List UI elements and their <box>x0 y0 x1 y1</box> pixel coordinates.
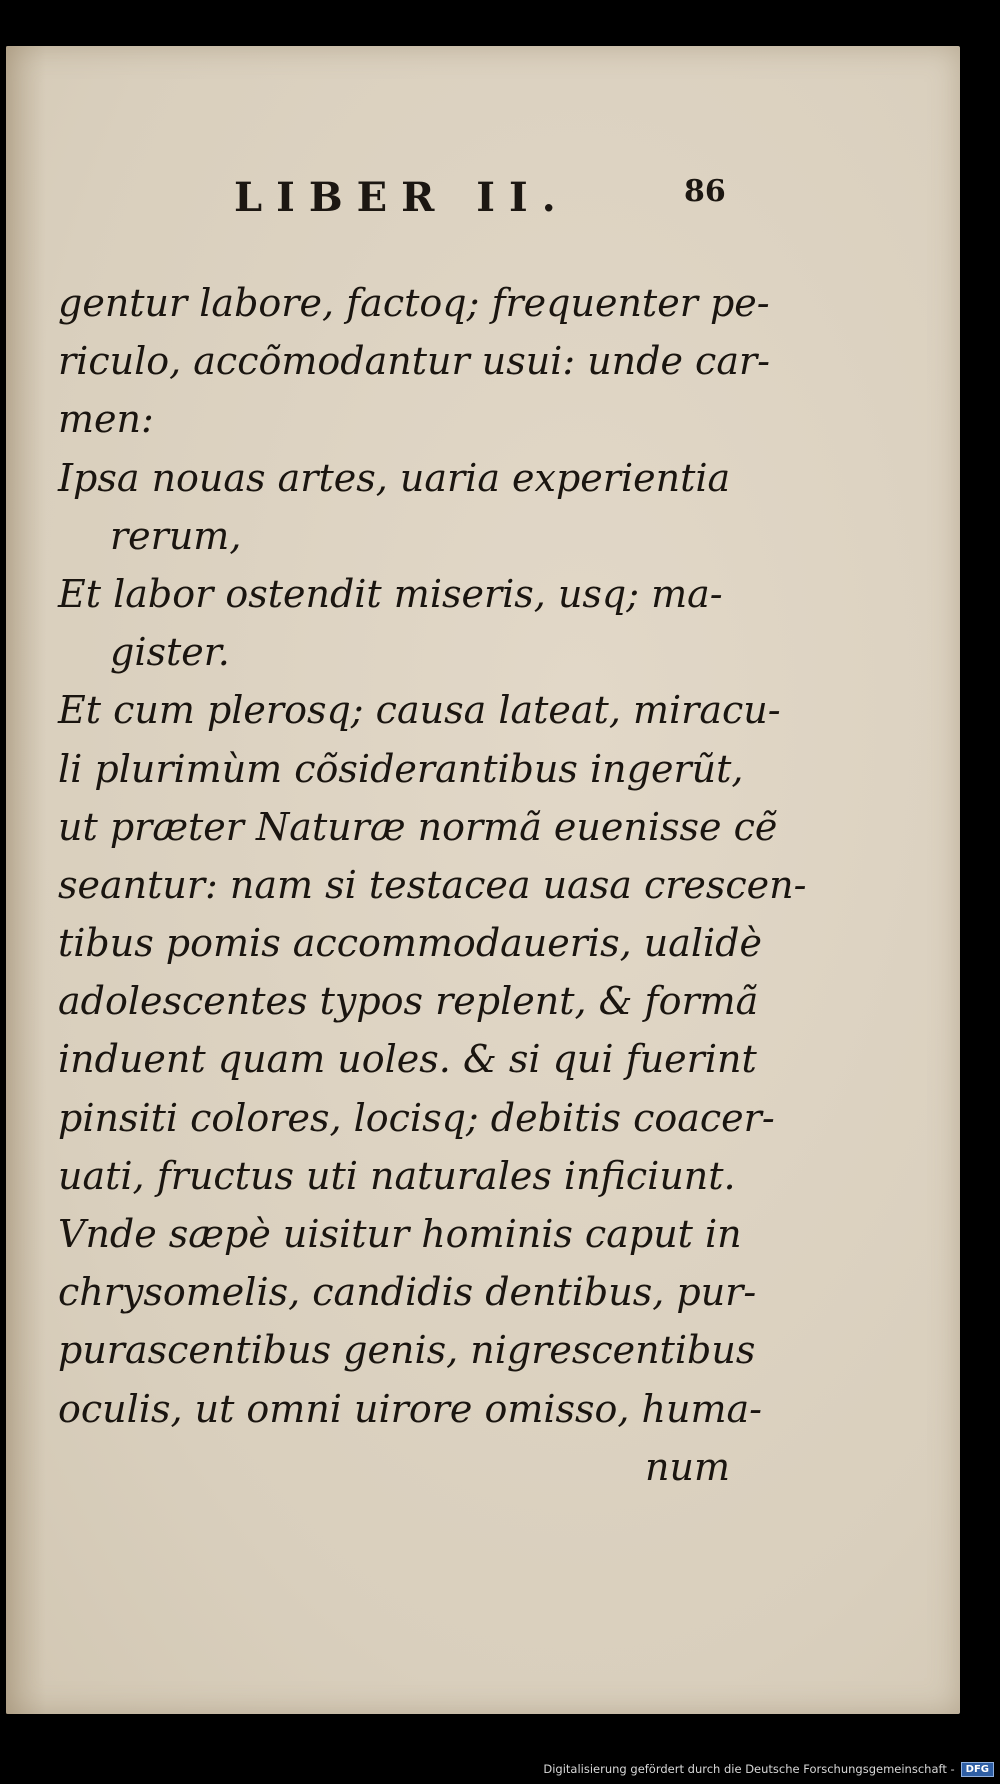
text-line: induent quam uoles. & si qui fuerint <box>58 1037 757 1082</box>
text-line: li plurimùm cõsiderantibus ingerũt, <box>58 746 744 791</box>
digitization-credit <box>543 1758 994 1780</box>
text-line: adolescentes typos replent, & formã <box>58 979 759 1024</box>
text-line: oculis, ut omni uirore omisso, huma- <box>58 1386 763 1431</box>
text-line: chrysomelis, candidis dentibus, pur- <box>58 1270 757 1315</box>
verse-line: rerum, <box>110 513 242 558</box>
text-line: pinsiti colores, locisq; debitis coacer- <box>58 1095 775 1140</box>
text-line: riculo, accõmodantur usui: unde car- <box>58 339 770 384</box>
book-page <box>6 46 960 1714</box>
text-line: tibus pomis accommodaueris, ualidè <box>58 921 762 966</box>
body-text <box>58 274 807 1496</box>
dfg-logo: DFG <box>961 1762 994 1777</box>
text-line: seantur: nam si testacea uasa crescen- <box>58 862 807 907</box>
folio-number: 86 <box>684 174 726 209</box>
running-title: LIBER II. <box>234 174 570 221</box>
verse-line: Ipsa nouas artes, uaria experientia <box>58 455 731 500</box>
text-line: Et cum plerosq; causa lateat, miracu- <box>58 688 781 733</box>
verse-line: gister. <box>110 630 230 675</box>
catchword: num <box>645 1444 730 1489</box>
verse-line: Et labor ostendit miseris, usq; ma- <box>58 571 723 616</box>
page-header <box>6 174 966 234</box>
text-line: purascentibus genis, nigrescentibus <box>58 1328 756 1373</box>
text-line: uati, fructus uti naturales inficiunt. <box>58 1153 736 1198</box>
text-line: ut præter Naturæ normã euenisse cẽ <box>58 804 778 849</box>
text-line: Vnde sæpè uisitur hominis caput in <box>58 1212 742 1256</box>
credit-text: Digitalisierung gefördert durch die Deutsche Forschungsgemeinschaft - <box>543 1762 955 1776</box>
text-line: men: <box>58 397 154 442</box>
text-line: gentur labore, factoq; frequenter pe- <box>58 281 770 325</box>
